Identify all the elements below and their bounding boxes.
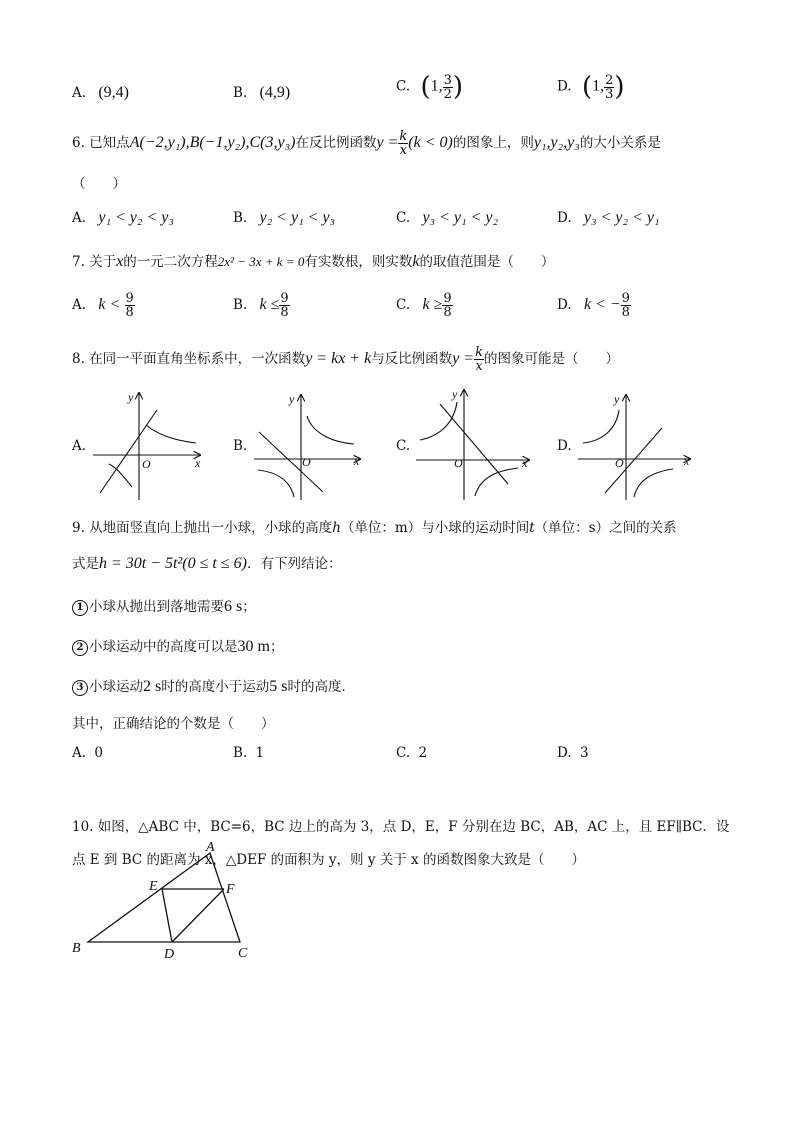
graph-a-x-label: x	[195, 456, 201, 470]
circled-number-1: 1	[72, 600, 88, 616]
q5-option-a: A. (9,4)	[72, 84, 129, 101]
q7-stem: 7. 关于x的一元二次方程2x² − 3x + k = 0有实数根，则实数k的取值范围是（ ）	[72, 253, 555, 270]
graph-b-y-label: y	[289, 392, 295, 406]
q6-points: A(−2,y₁),B(−1,y₂),C(3,y₃)	[129, 134, 296, 151]
hyperbola-branch-1	[420, 402, 457, 440]
q8-graph-label-c: C.	[396, 438, 411, 454]
q7-equation: 2x² − 3x + k = 0	[217, 254, 305, 269]
line-graph	[440, 404, 508, 484]
q9-stem-line2: 式是h = 30t − 5t²(0 ≤ t ≤ 6)．有下列结论：	[72, 555, 342, 572]
label-e: E	[149, 879, 158, 894]
q6-option-c: C. y₃ < y₁ < y₂	[396, 209, 499, 226]
label-f: F	[226, 882, 235, 897]
label-c: C	[238, 946, 248, 961]
graph-a-origin: O	[142, 457, 151, 471]
q8-graph-label-d: D.	[557, 438, 572, 454]
q7-option-c: C. k ≥ $\frac{9}{8}$	[396, 291, 452, 320]
q9-conclusion-2: 2 小球运动中的高度可以是30 m；	[72, 635, 283, 656]
graph-d-x-label: x	[684, 454, 690, 468]
q10-triangle-figure	[60, 840, 280, 970]
label-d: D	[164, 947, 175, 962]
graph-c-y-label: y	[452, 387, 458, 401]
q8-graph-d	[578, 395, 690, 500]
q8-graph-a	[93, 393, 200, 500]
q6-option-d: D. y₃ < y₂ < y₁	[557, 209, 660, 226]
q9-option-c: C. 2	[396, 745, 428, 761]
q5-option-b-value: (4,9)	[259, 84, 291, 101]
q8-graphs	[0, 0, 794, 520]
circled-number-2: 2	[72, 640, 88, 656]
q6-option-b: B. y₂ < y₁ < y₃	[233, 209, 336, 226]
graph-b-x-label: x	[354, 454, 360, 468]
q8-graph-b	[254, 395, 360, 500]
line-graph	[259, 432, 323, 492]
graph-a-y-label: y	[128, 390, 134, 404]
q6-option-a: A. y₁ < y₂ < y₃	[72, 209, 174, 226]
hyperbola-branch-1	[146, 425, 196, 443]
q9-option-b: B. 1	[233, 745, 265, 761]
graph-b-origin: O	[302, 455, 311, 469]
q7-option-b: B. k ≤ $\frac{9}{8}$	[233, 291, 289, 320]
label-a: A	[206, 840, 215, 855]
q10-stem-line1: 10. 如图，△ABC 中，BC=6，BC 边上的高为 3，点 D，E，F 分别在边 BC，AB，AC 上，且 EF∥BC．设	[72, 819, 730, 835]
q8-graph-c	[416, 390, 529, 500]
graph-c-origin: O	[454, 456, 463, 470]
q7-option-d: D. k < − $\frac{9}{8}$	[557, 291, 630, 320]
segment-ed	[162, 889, 172, 942]
line-graph	[605, 428, 662, 493]
hyperbola-branch-1	[307, 416, 354, 444]
q5-option-c-fraction: $\frac{3}{2}$	[443, 72, 452, 102]
q9-conclusion-3: 3 小球运动2 s时的高度小于运动5 s时的高度．	[72, 675, 355, 696]
hyperbola-branch-1	[583, 410, 619, 443]
q6-blank: （ ）	[72, 176, 126, 192]
q5-option-c: C. (1, $\frac{3}{2}$ )	[396, 72, 464, 102]
q5-option-d-fraction: $\frac{2}{3}$	[605, 72, 614, 102]
line-graph	[100, 410, 157, 493]
q5-option-b: B. (4,9)	[233, 84, 291, 101]
q6-function-fraction: $\frac{k}{x}$	[399, 129, 408, 158]
hyperbola-branch-2	[475, 468, 518, 496]
q5-option-a-value: (9,4)	[98, 84, 129, 101]
q6-stem: 6. 已知点A(−2,y₁),B(−1,y₂),C(3,y₃)在反比例函数y = $\frac{k}{x}$ (k < 0)的图象上，则y₁,y₂,y₃的大小关系是	[72, 129, 661, 158]
graph-c-x-label: x	[522, 456, 528, 470]
graph-d-origin: O	[615, 456, 624, 470]
q9-option-a: A. 0	[72, 745, 103, 761]
hyperbola-branch-2	[258, 470, 294, 497]
q9-conclusion-1: 1 小球从抛出到落地需要6 s；	[72, 595, 256, 616]
q9-formula: h = 30t − 5t²	[99, 555, 183, 572]
q10-stem-line2: 点 E 到 BC 的距离为 x，△DEF 的面积为 y，则 y 关于 x 的函数图象大致是（ ）	[72, 852, 585, 868]
label-b: B	[72, 941, 81, 956]
q9-question: 其中，正确结论的个数是（ ）	[72, 716, 275, 732]
circled-number-3: 3	[72, 680, 88, 696]
q8-graph-label-b: B.	[233, 438, 248, 454]
q7-option-a: A. k < $\frac{9}{8}$	[72, 291, 134, 320]
hyperbola-branch-2	[634, 469, 673, 497]
q8-stem: 8. 在同一平面直角坐标系中，一次函数y = kx + k与反比例函数y = $\frac{k}{x}$ 的图象可能是（ ）	[72, 345, 619, 374]
q9-option-d: D. 3	[557, 745, 589, 761]
q5-option-d: D. (1, $\frac{2}{3}$ )	[557, 72, 625, 102]
segment-fd	[172, 889, 224, 942]
q9-stem-line1: 9. 从地面竖直向上抛出一小球，小球的高度h（单位：m）与小球的运动时间t（单位：s）之间的关系	[72, 520, 677, 536]
q8-graph-label-a: A.	[72, 438, 87, 454]
graph-d-y-label: y	[614, 392, 620, 406]
